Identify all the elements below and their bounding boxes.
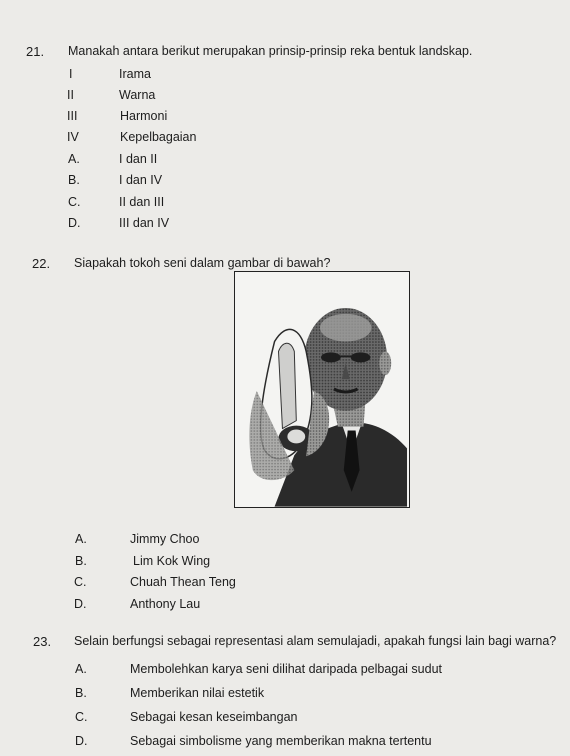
q21-item-roman: I <box>69 67 73 81</box>
q23-option-letter: D. <box>75 734 88 748</box>
q21-item-roman: III <box>67 109 78 123</box>
q22-option-text: Jimmy Choo <box>130 532 200 546</box>
q22-option-text: Chuah Thean Teng <box>130 575 236 589</box>
q21-item-label: Irama <box>119 67 151 81</box>
q21-option-letter: B. <box>68 173 80 187</box>
q23-option-text: Sebagai simbolisme yang memberikan makna tertentu <box>130 734 432 748</box>
portrait-illustration <box>235 272 409 507</box>
q22-number: 22. <box>32 256 51 271</box>
q21-option-letter: A. <box>68 152 80 166</box>
q21-option-text: III dan IV <box>119 216 170 230</box>
q22-portrait-photo <box>234 271 410 508</box>
q21-number: 21. <box>26 44 45 59</box>
q21-item-label: Warna <box>119 88 156 102</box>
q22-option-text: Lim Kok Wing <box>133 554 211 568</box>
q21-item-label: Harmoni <box>120 109 168 123</box>
q23-option-letter: C. <box>75 710 88 724</box>
q21-question-text: Manakah antara berikut merupakan prinsip-prinsip reka bentuk landskap. <box>68 44 473 58</box>
q23-option-letter: B. <box>75 686 87 700</box>
q23-number: 23. <box>33 634 52 649</box>
q22-option-letter: D. <box>74 597 87 611</box>
q21-option-letter: C. <box>68 195 81 209</box>
q21-item-roman: IV <box>67 130 79 144</box>
q22-question-text: Siapakah tokoh seni dalam gambar di bawah? <box>74 256 331 270</box>
q22-option-letter: B. <box>75 554 87 568</box>
q21-item-roman: II <box>67 88 74 102</box>
q22-option-text: Anthony Lau <box>130 597 201 611</box>
q21-option-text: II dan III <box>119 195 165 209</box>
q22-option-letter: A. <box>75 532 87 546</box>
q23-option-text: Memberikan nilai estetik <box>130 686 265 700</box>
q23-option-text: Membolehkan karya seni dilihat daripada pelbagai sudut <box>130 662 443 676</box>
q21-item-label: Kepelbagaian <box>120 130 197 144</box>
q21-option-text: I dan IV <box>119 173 163 187</box>
q21-option-letter: D. <box>68 216 81 230</box>
q23-option-letter: A. <box>75 662 87 676</box>
q21-option-text: I dan II <box>119 152 158 166</box>
q23-option-text: Sebagai kesan keseimbangan <box>130 710 298 724</box>
q22-option-letter: C. <box>74 575 87 589</box>
q23-question-text: Selain berfungsi sebagai representasi alam semulajadi, apakah fungsi lain bagi warna? <box>74 634 557 648</box>
